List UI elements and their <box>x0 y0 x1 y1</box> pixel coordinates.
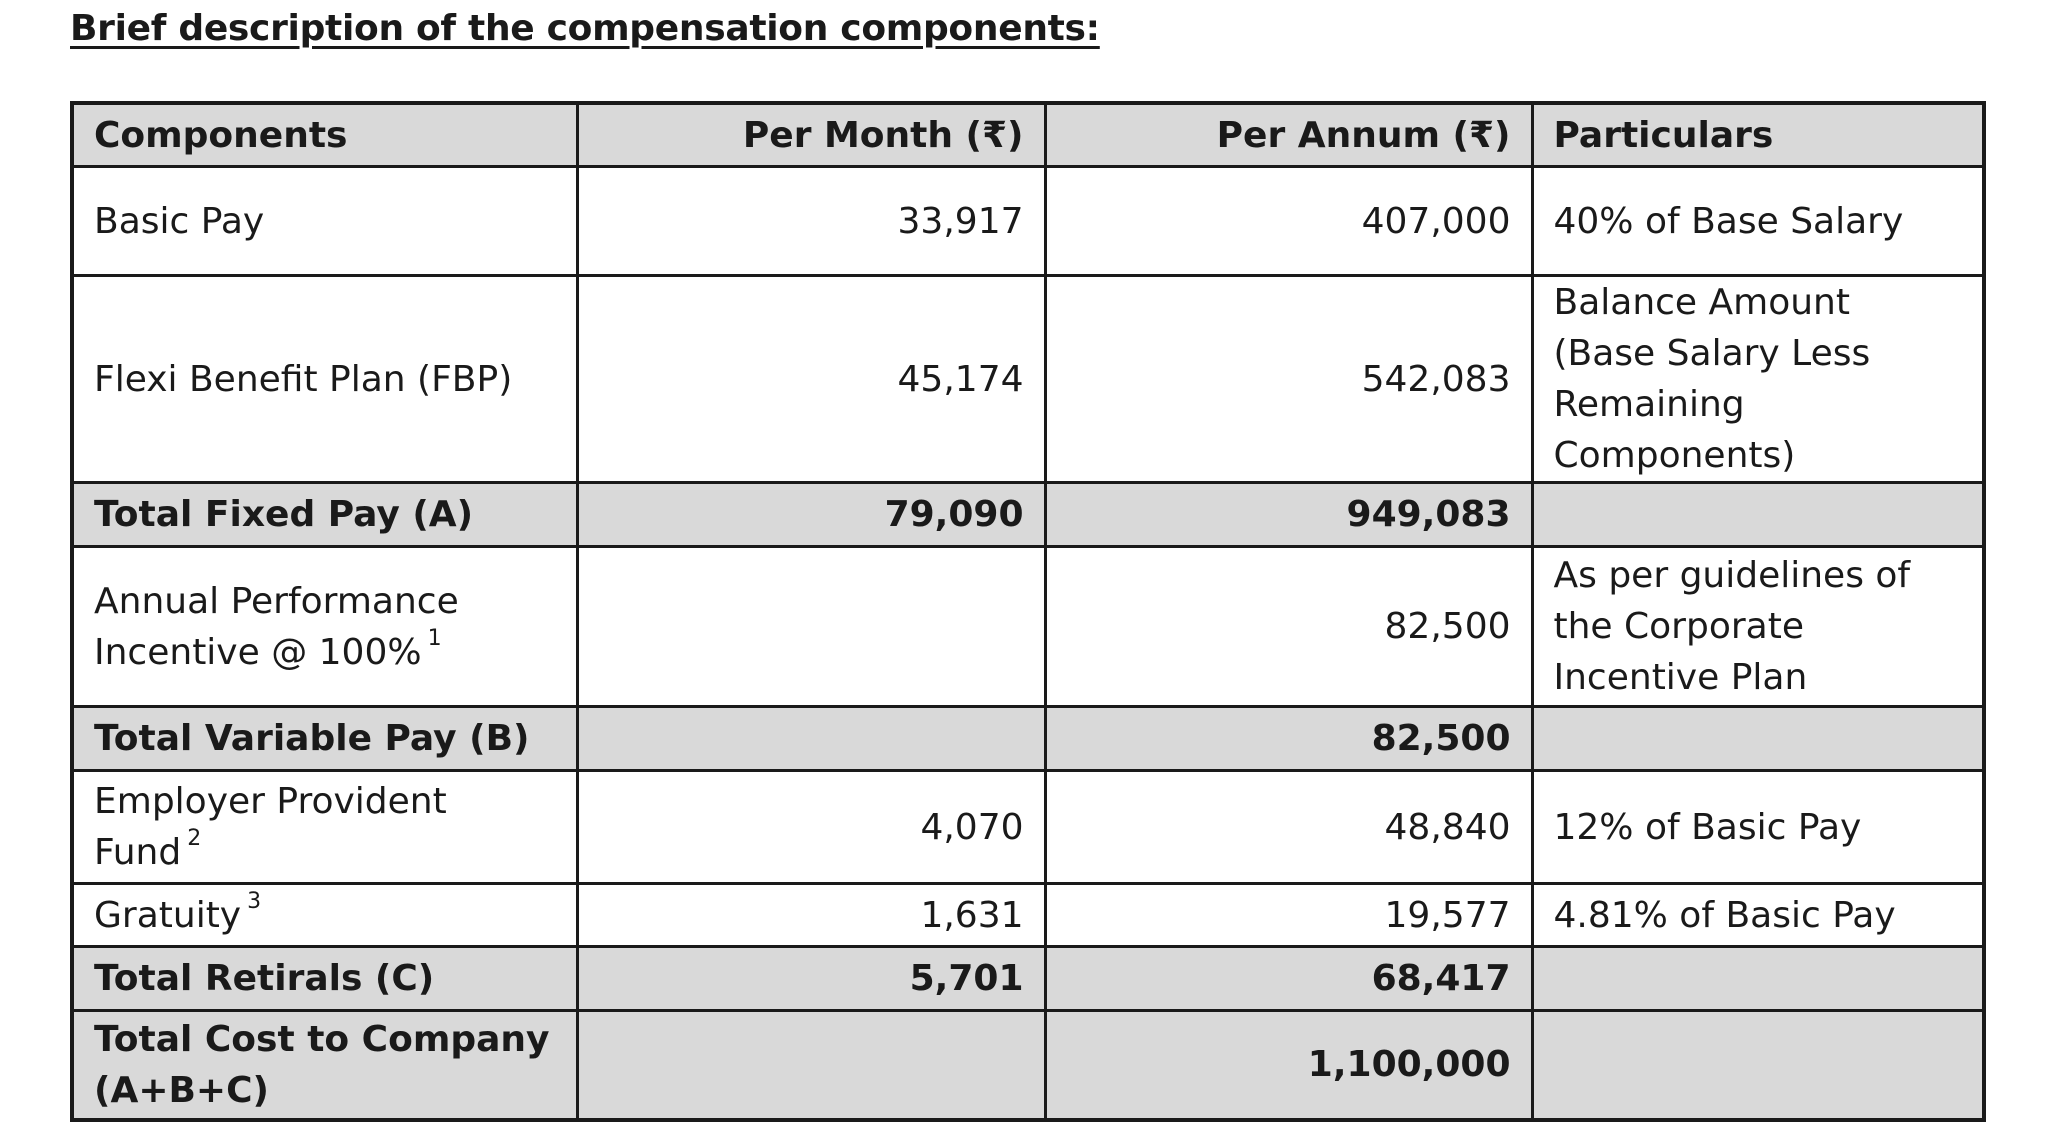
row-annual-performance-incentive <box>72 547 1984 707</box>
row-gratuity <box>72 884 1984 947</box>
header-per-month: Per Month (₹) <box>577 103 1045 167</box>
cell-component <box>72 707 577 771</box>
cell-per-month: 5,701 <box>577 947 1045 1011</box>
row-employer-provident-fund <box>72 771 1984 884</box>
footnote-marker: 1 <box>427 625 442 651</box>
cell-particulars: 4.81% of Basic Pay <box>1532 884 1984 947</box>
cell-particulars: 40% of Base Salary <box>1532 167 1984 276</box>
cell-particulars <box>1532 947 1984 1011</box>
cell-component <box>72 771 577 884</box>
cell-particulars: 12% of Basic Pay <box>1532 771 1984 884</box>
cell-component <box>72 547 577 707</box>
component-label: Gratuity <box>94 894 242 936</box>
component-label: Total Cost to Company (A+B+C) <box>94 1018 550 1111</box>
component-label: Total Retirals (C) <box>94 958 435 999</box>
cell-component <box>72 483 577 547</box>
component-label: Annual Performance Incentive @ 100% <box>94 580 459 673</box>
compensation-table <box>70 101 1986 1122</box>
cell-per-month <box>577 547 1045 707</box>
cell-component <box>72 1011 577 1120</box>
cell-per-annum: 68,417 <box>1045 947 1532 1011</box>
cell-component <box>72 884 577 947</box>
cell-particulars <box>1532 707 1984 771</box>
row-total-fixed-pay <box>72 483 1984 547</box>
footnote-marker: 2 <box>187 826 202 851</box>
cell-component <box>72 947 577 1011</box>
page-heading: Brief description of the compensation components: <box>70 8 1100 49</box>
cell-particulars <box>1532 1011 1984 1120</box>
row-total-cost-to-company <box>72 1011 1984 1120</box>
cell-per-month: 45,174 <box>577 276 1045 483</box>
cell-per-month: 79,090 <box>577 483 1045 547</box>
cell-per-annum: 82,500 <box>1045 547 1532 707</box>
component-label: Employer Provident Fund <box>94 781 447 873</box>
cell-per-annum: 19,577 <box>1045 884 1532 947</box>
cell-per-annum: 1,100,000 <box>1045 1011 1532 1120</box>
cell-per-month <box>577 707 1045 771</box>
cell-per-annum: 542,083 <box>1045 276 1532 483</box>
cell-component <box>72 276 577 483</box>
cell-per-annum: 407,000 <box>1045 167 1532 276</box>
component-label: Total Fixed Pay (A) <box>94 494 474 535</box>
row-basic-pay <box>72 167 1984 276</box>
row-total-retirals <box>72 947 1984 1011</box>
cell-per-annum: 82,500 <box>1045 707 1532 771</box>
cell-per-annum: 949,083 <box>1045 483 1532 547</box>
cell-per-month: 4,070 <box>577 771 1045 884</box>
cell-per-month <box>577 1011 1045 1120</box>
header-per-annum: Per Annum (₹) <box>1045 103 1532 167</box>
row-fbp <box>72 276 1984 483</box>
footnote-marker: 3 <box>247 888 262 914</box>
header-particulars: Particulars <box>1532 103 1984 167</box>
header-components: Components <box>72 103 577 167</box>
cell-particulars: As per guidelines of the Corporate Incentive Plan <box>1532 547 1984 707</box>
cell-component <box>72 167 577 276</box>
table-header-row <box>72 103 1984 167</box>
cell-per-month: 1,631 <box>577 884 1045 947</box>
component-label: Flexi Benefit Plan (FBP) <box>94 358 513 400</box>
component-label: Basic Pay <box>94 200 265 242</box>
cell-particulars: Balance Amount (Base Salary Less Remaining Components) <box>1532 276 1984 483</box>
cell-per-annum: 48,840 <box>1045 771 1532 884</box>
cell-particulars <box>1532 483 1984 547</box>
row-total-variable-pay <box>72 707 1984 771</box>
cell-per-month: 33,917 <box>577 167 1045 276</box>
component-label: Total Variable Pay (B) <box>94 718 530 759</box>
